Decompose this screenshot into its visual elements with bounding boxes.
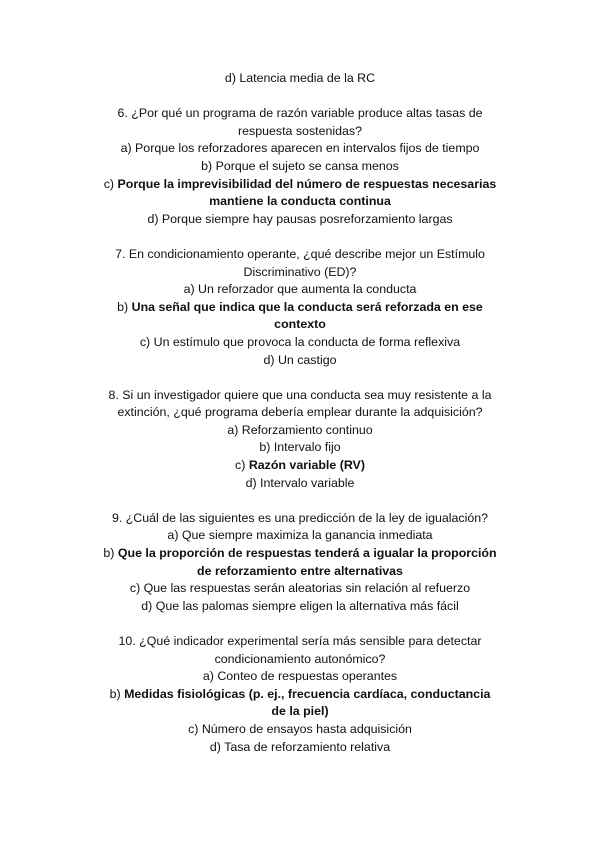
question-9-option-a: a) Que siempre maximiza la ganancia inmediata — [167, 528, 433, 543]
question-9 — [0, 510, 600, 616]
question-10-option-a: a) Conteo de respuestas operantes — [202, 669, 398, 684]
question-8-option-a: a) Reforzamiento continuo — [227, 422, 373, 437]
option-d-prev: d) Latencia media de la RC — [224, 71, 376, 85]
question-6-option-a: a) Porque los reforzadores aparecen en intervalos fijos de tiempo — [120, 141, 480, 156]
option-c-answer-line1: Porque la imprevisibilidad del número de respuestas necesarias — [117, 176, 497, 191]
option-b-prefix: b) — [103, 546, 118, 561]
question-7-option-a: a) Un reforzador que aumenta la conducta — [183, 282, 417, 297]
option-b-answer-line1: Que la proporción de respuestas tenderá a igualar la proporción — [117, 546, 497, 561]
option-c-prefix: c) — [103, 176, 118, 191]
question-7-option-d: d) Un castigo — [263, 352, 337, 367]
option-c-prefix: c) — [235, 458, 249, 473]
question-7-stem-line1: 7. En condicionamiento operante, ¿qué describe mejor un Estímulo — [115, 246, 485, 261]
question-9-option-b-line2: de reforzamiento entre alternativas — [197, 563, 403, 578]
question-6-stem-line1: 6. ¿Por qué un programa de razón variable produce altas tasas de — [117, 106, 483, 121]
question-8-option-d: d) Intervalo variable — [245, 475, 355, 490]
question-10-option-d: d) Tasa de reforzamiento relativa — [209, 739, 391, 754]
option-b-prefix: b) — [109, 686, 125, 701]
spacer — [0, 492, 600, 510]
question-10-option-c: c) Número de ensayos hasta adquisición — [188, 721, 412, 736]
question-9-option-d: d) Que las palomas siempre eligen la alternativa más fácil — [141, 598, 459, 613]
question-7-option-b — [0, 299, 600, 317]
question-10 — [0, 633, 600, 756]
question-10-option-b — [0, 686, 600, 704]
question-9-option-b — [0, 545, 600, 563]
option-b-answer-line1: Medidas fisiológicas (p. ej., frecuencia cardíaca, conductancia — [124, 686, 491, 701]
option-b-answer-line1: Una señal que indica que la conducta será reforzada en ese — [131, 299, 483, 314]
question-6-option-c — [0, 176, 600, 194]
spacer — [0, 88, 600, 106]
question-6-option-d: d) Porque siempre hay pausas posreforzamiento largas — [147, 211, 453, 226]
question-6-stem-line2: respuesta sostenidas? — [238, 123, 362, 138]
question-6-option-c-line2: mantiene la conducta continua — [209, 194, 391, 209]
spacer — [0, 228, 600, 246]
question-10-stem-line2: condicionamiento autonómico? — [214, 651, 386, 666]
question-7-option-c: c) Un estímulo que provoca la conducta de forma reflexiva — [139, 334, 461, 349]
spacer — [0, 615, 600, 633]
question-9-stem-line1: 9. ¿Cuál de las siguientes es una predicción de la ley de igualación? — [111, 510, 489, 525]
question-9-option-c: c) Que las respuestas serán aleatorias sin relación al refuerzo — [129, 581, 471, 596]
question-7-option-b-line2: contexto — [274, 317, 326, 332]
question-7 — [0, 246, 600, 369]
question-8-stem-line1: 8. Si un investigador quiere que una conducta sea muy resistente a la — [108, 387, 492, 402]
option-c-answer: Razón variable (RV) — [248, 458, 365, 473]
spacer — [0, 369, 600, 387]
question-10-option-b-line2: de la piel) — [271, 704, 329, 719]
question-6 — [0, 105, 600, 228]
question-6-option-b: b) Porque el sujeto se cansa menos — [201, 158, 399, 173]
question-8-stem-line2: extinción, ¿qué programa debería emplear durante la adquisición? — [117, 405, 483, 420]
question-8-option-b: b) Intervalo fijo — [259, 440, 341, 455]
option-b-prefix: b) — [117, 299, 132, 314]
question-10-stem-line1: 10. ¿Qué indicador experimental sería más sensible para detectar — [118, 634, 482, 648]
question-8-option-c — [0, 457, 600, 475]
question-7-stem-line2: Discriminativo (ED)? — [243, 264, 357, 279]
question-8 — [0, 387, 600, 493]
